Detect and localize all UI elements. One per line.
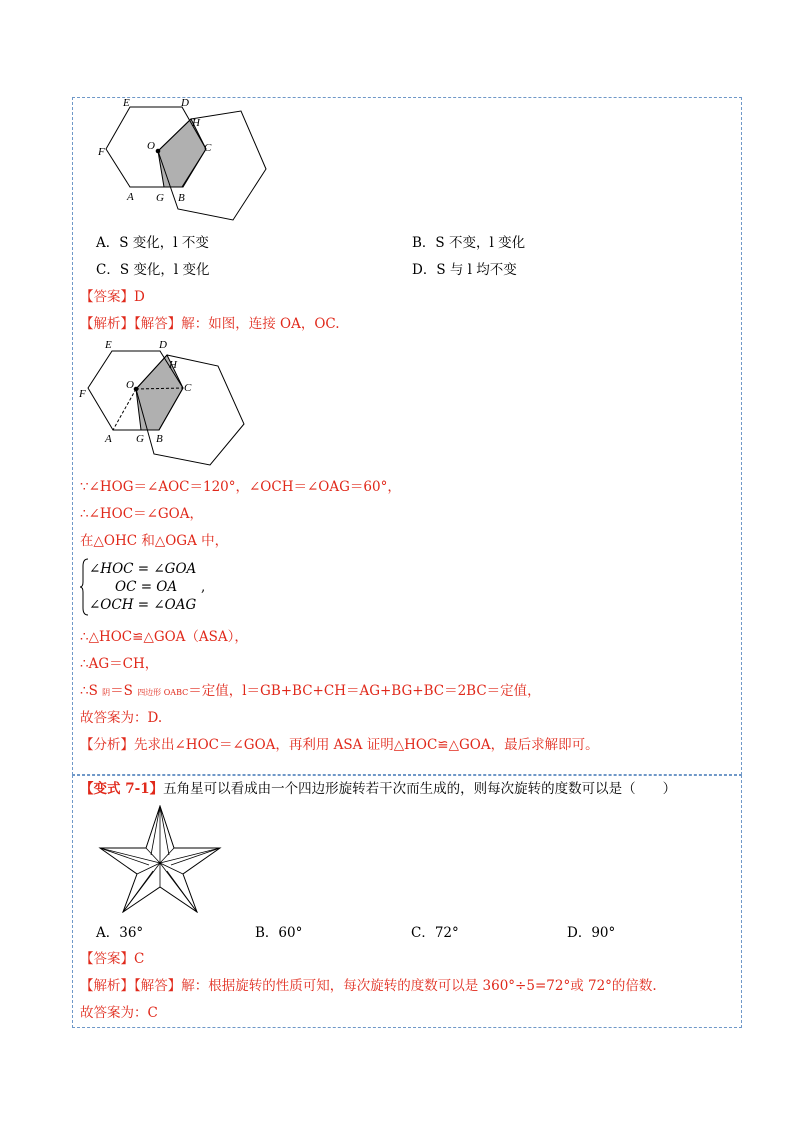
analysis-2: 【解析】【解答】解：根据旋转的性质可知，每次旋转的度数可以是 360°÷5=72°或 72°的倍数. — [80, 978, 657, 994]
label-B-2: B — [156, 433, 163, 445]
system-tail: , — [201, 579, 206, 595]
label-F: F — [98, 146, 105, 158]
step-3: 在△OHC 和△OGA 中， — [80, 533, 229, 549]
option2-d: D．90° — [567, 925, 616, 941]
hexagon-figure-2 — [76, 334, 256, 466]
option2-c: C．72° — [411, 925, 459, 941]
answer-1: 【答案】D — [80, 289, 145, 305]
label-C: C — [204, 142, 212, 154]
analysis-intro: 【解析】【解答】解：如图，连接 OA，OC. — [80, 316, 340, 332]
label-A-2: A — [105, 433, 112, 445]
step-5: ∴AG＝CH， — [80, 656, 159, 672]
system-eq-3: ∠OCH = ∠OAG — [89, 597, 197, 613]
label-O: O — [147, 140, 155, 152]
system-eq-2: OC = OA — [115, 579, 178, 595]
system-eq-1: ∠HOC = ∠GOA — [89, 561, 197, 577]
label-H-2: H — [169, 359, 177, 371]
option-b: B．S 不变，l 变化 — [412, 235, 526, 251]
label-E: E — [123, 97, 130, 109]
label-A: A — [127, 191, 134, 203]
label-F-2: F — [79, 388, 86, 400]
step-4: ∴△HOC≌△GOA（ASA）， — [80, 629, 248, 645]
option-a: A．S 变化，l 不变 — [96, 235, 209, 251]
conclusion-1: 故答案为：D. — [80, 710, 163, 726]
label-H: H — [192, 117, 200, 129]
label-B: B — [178, 192, 185, 204]
step-2: ∴∠HOC＝∠GOA， — [80, 506, 203, 522]
answer-2: 【答案】C — [80, 951, 145, 967]
label-D: D — [181, 97, 189, 109]
hexagon-figure-1 — [96, 97, 276, 227]
option2-b: B．60° — [255, 925, 303, 941]
shaded-quadrilateral — [158, 119, 206, 187]
star-figure — [97, 805, 223, 913]
question-tag: 【变式 7-1】 — [80, 781, 164, 797]
option-c: C．S 变化，l 变化 — [96, 262, 210, 278]
question-2: 【变式 7-1】五角星可以看成由一个四边形旋转若干次而生成的，则每次旋转的度数可以是（ ） — [80, 781, 677, 797]
label-G-2: G — [136, 433, 144, 445]
section-divider — [72, 775, 742, 776]
conclusion-2: 故答案为：C — [80, 1005, 158, 1021]
label-C-2: C — [184, 382, 192, 394]
option2-a: A．36° — [96, 925, 144, 941]
step-1: ∵∠HOG＝∠AOC＝120°，∠OCH＝∠OAG＝60°， — [80, 479, 401, 495]
label-G: G — [156, 192, 164, 204]
fenxi-1: 【分析】先求出∠HOC＝∠GOA，再利用 ASA 证明△HOC≌△GOA，最后求解即可。 — [80, 737, 599, 753]
area-line: ∴S 阴＝S 四边形 OABC＝定值，l＝GB+BC+CH＝AG+BG+BC＝2BC＝定值， — [80, 683, 541, 699]
option-d: D．S 与 l 均不变 — [412, 262, 517, 278]
label-O-2: O — [126, 379, 134, 391]
label-E-2: E — [105, 339, 112, 351]
label-D-2: D — [159, 339, 167, 351]
